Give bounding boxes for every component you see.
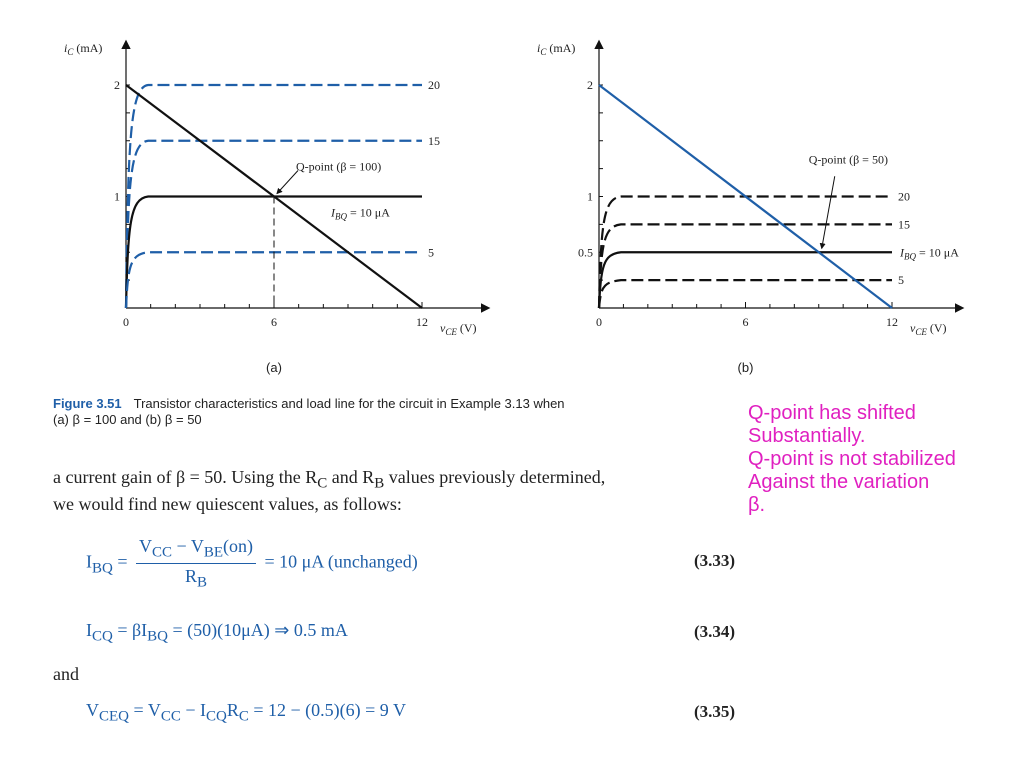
curve-label-ibq: $I_{BQ} = 10$ μA bbox=[900, 245, 959, 262]
body-sub-b: B bbox=[374, 475, 385, 492]
y-tick-label: 2 bbox=[587, 78, 593, 92]
chart-b bbox=[537, 41, 962, 375]
eq1-den-sub: B bbox=[197, 574, 208, 591]
eq2-c: = (50)(10μA) ⇒ 0.5 mA bbox=[168, 620, 348, 640]
equation-number-3-35: (3.35) bbox=[694, 702, 736, 721]
equation-3-35 bbox=[86, 700, 406, 726]
x-axis-label: $v_{CE}$ (V) bbox=[910, 321, 947, 337]
y-tick-label: 0.5 bbox=[578, 245, 593, 260]
eq3-e: = 12 − (0.5)(6) = 9 V bbox=[248, 700, 406, 720]
eq3-sub-c: CQ bbox=[206, 708, 227, 725]
q-point-arrow bbox=[822, 176, 835, 248]
ib-curve-1 bbox=[599, 224, 892, 308]
note-line-4: Against the variation bbox=[748, 471, 930, 493]
y-tick-label: 1 bbox=[587, 189, 593, 204]
equation-3-34 bbox=[86, 620, 348, 646]
y-axis-label: $i_C$ (mA) bbox=[537, 41, 576, 57]
body-line-1c: values previously determined, bbox=[384, 467, 606, 487]
curve-label-15: 15 bbox=[898, 217, 910, 232]
x-tick-label: 6 bbox=[742, 315, 749, 329]
panel-label: (a) bbox=[266, 360, 282, 375]
q-point-arrow bbox=[277, 171, 298, 194]
curve-label-15: 15 bbox=[428, 133, 440, 148]
body-line-2: we would find new quiescent values, as follows: bbox=[53, 494, 402, 514]
body-line-1 bbox=[53, 467, 605, 493]
q-point-label: Q-point (β = 50) bbox=[808, 152, 888, 167]
x-tick-label: 12 bbox=[416, 315, 428, 329]
note-line-2: Substantially. bbox=[748, 425, 866, 447]
curve-label-5: 5 bbox=[898, 273, 904, 288]
eq1-lhs-sub: BQ bbox=[92, 560, 113, 577]
x-tick-label: 0 bbox=[596, 315, 602, 329]
y-axis-label: $i_C$ (mA) bbox=[64, 41, 103, 57]
eq1-rhs: = 10 μA (unchanged) bbox=[264, 551, 418, 572]
eq2-sub-b: BQ bbox=[147, 628, 168, 645]
curve-label-20: 20 bbox=[898, 189, 910, 204]
panel-label: (b) bbox=[737, 360, 754, 375]
eq3-d: R bbox=[226, 700, 239, 720]
eq1-num-b: − V bbox=[172, 536, 204, 556]
q-point-label: Q-point (β = 100) bbox=[296, 159, 382, 174]
eq3-sub-b: CC bbox=[160, 708, 181, 725]
body-line-1b: and R bbox=[327, 467, 375, 487]
body-line-1a: a current gain of β = 50. Using the R bbox=[53, 467, 318, 487]
eq2-sub-a: CQ bbox=[92, 628, 113, 645]
note-line-1: Q-point has shifted bbox=[748, 402, 916, 424]
eq1-denominator bbox=[136, 564, 256, 592]
annotation-note bbox=[748, 402, 1024, 517]
eq3-a: V bbox=[86, 700, 99, 720]
eq1-num-a: V bbox=[139, 536, 152, 556]
equation-number-3-33: (3.33) bbox=[694, 551, 736, 570]
eq2-b: = βI bbox=[112, 620, 148, 640]
caption-text-2: (a) β = 100 and (b) β = 50 bbox=[53, 412, 202, 427]
chart-a bbox=[64, 41, 488, 375]
y-tick-label: 2 bbox=[114, 78, 120, 92]
note-line-3: Q-point is not stabilized bbox=[748, 448, 956, 470]
figure-caption bbox=[53, 396, 733, 428]
body-sub-c: C bbox=[317, 475, 328, 492]
x-tick-label: 0 bbox=[123, 315, 129, 329]
y-tick-label: 1 bbox=[114, 189, 120, 204]
body-and: and bbox=[53, 664, 79, 684]
eq1-lhs: I bbox=[86, 551, 92, 572]
equation-3-33: $I_{BQ}$ = $\frac{V_{CC} - V_{BE}(on)}{R_B}$ = 10 μA (unchanged) bbox=[86, 536, 418, 591]
figure-number: Figure 3.51 bbox=[53, 396, 122, 411]
x-tick-label: 12 bbox=[886, 315, 898, 329]
eq1-fraction bbox=[136, 536, 256, 591]
eq2-a: I bbox=[86, 620, 92, 640]
eq3-c: − I bbox=[180, 700, 206, 720]
eq1-num-sub-a: CC bbox=[152, 544, 173, 561]
eq3-sub-a: CEQ bbox=[99, 708, 129, 725]
eq1-den: R bbox=[184, 565, 197, 586]
eq3-b: = V bbox=[129, 700, 161, 720]
curve-label-ibq: $I_{BQ} = 10$ μA bbox=[331, 205, 390, 222]
x-tick-label: 6 bbox=[271, 315, 277, 329]
caption-text: Transistor characteristics and load line for the circuit in Example 3.13 when bbox=[133, 396, 565, 411]
note-line-5: β. bbox=[748, 494, 766, 516]
curve-label-20: 20 bbox=[428, 78, 440, 92]
eq1-numerator bbox=[136, 536, 256, 564]
curve-label-5: 5 bbox=[428, 245, 434, 260]
equation-number-3-34: (3.34) bbox=[694, 622, 736, 641]
eq1-num-sub-b: BE bbox=[203, 544, 224, 561]
eq3-sub-d: C bbox=[238, 708, 249, 725]
x-axis-label: $v_{CE}$ (V) bbox=[440, 321, 477, 337]
eq1-num-c: (on) bbox=[223, 536, 254, 556]
